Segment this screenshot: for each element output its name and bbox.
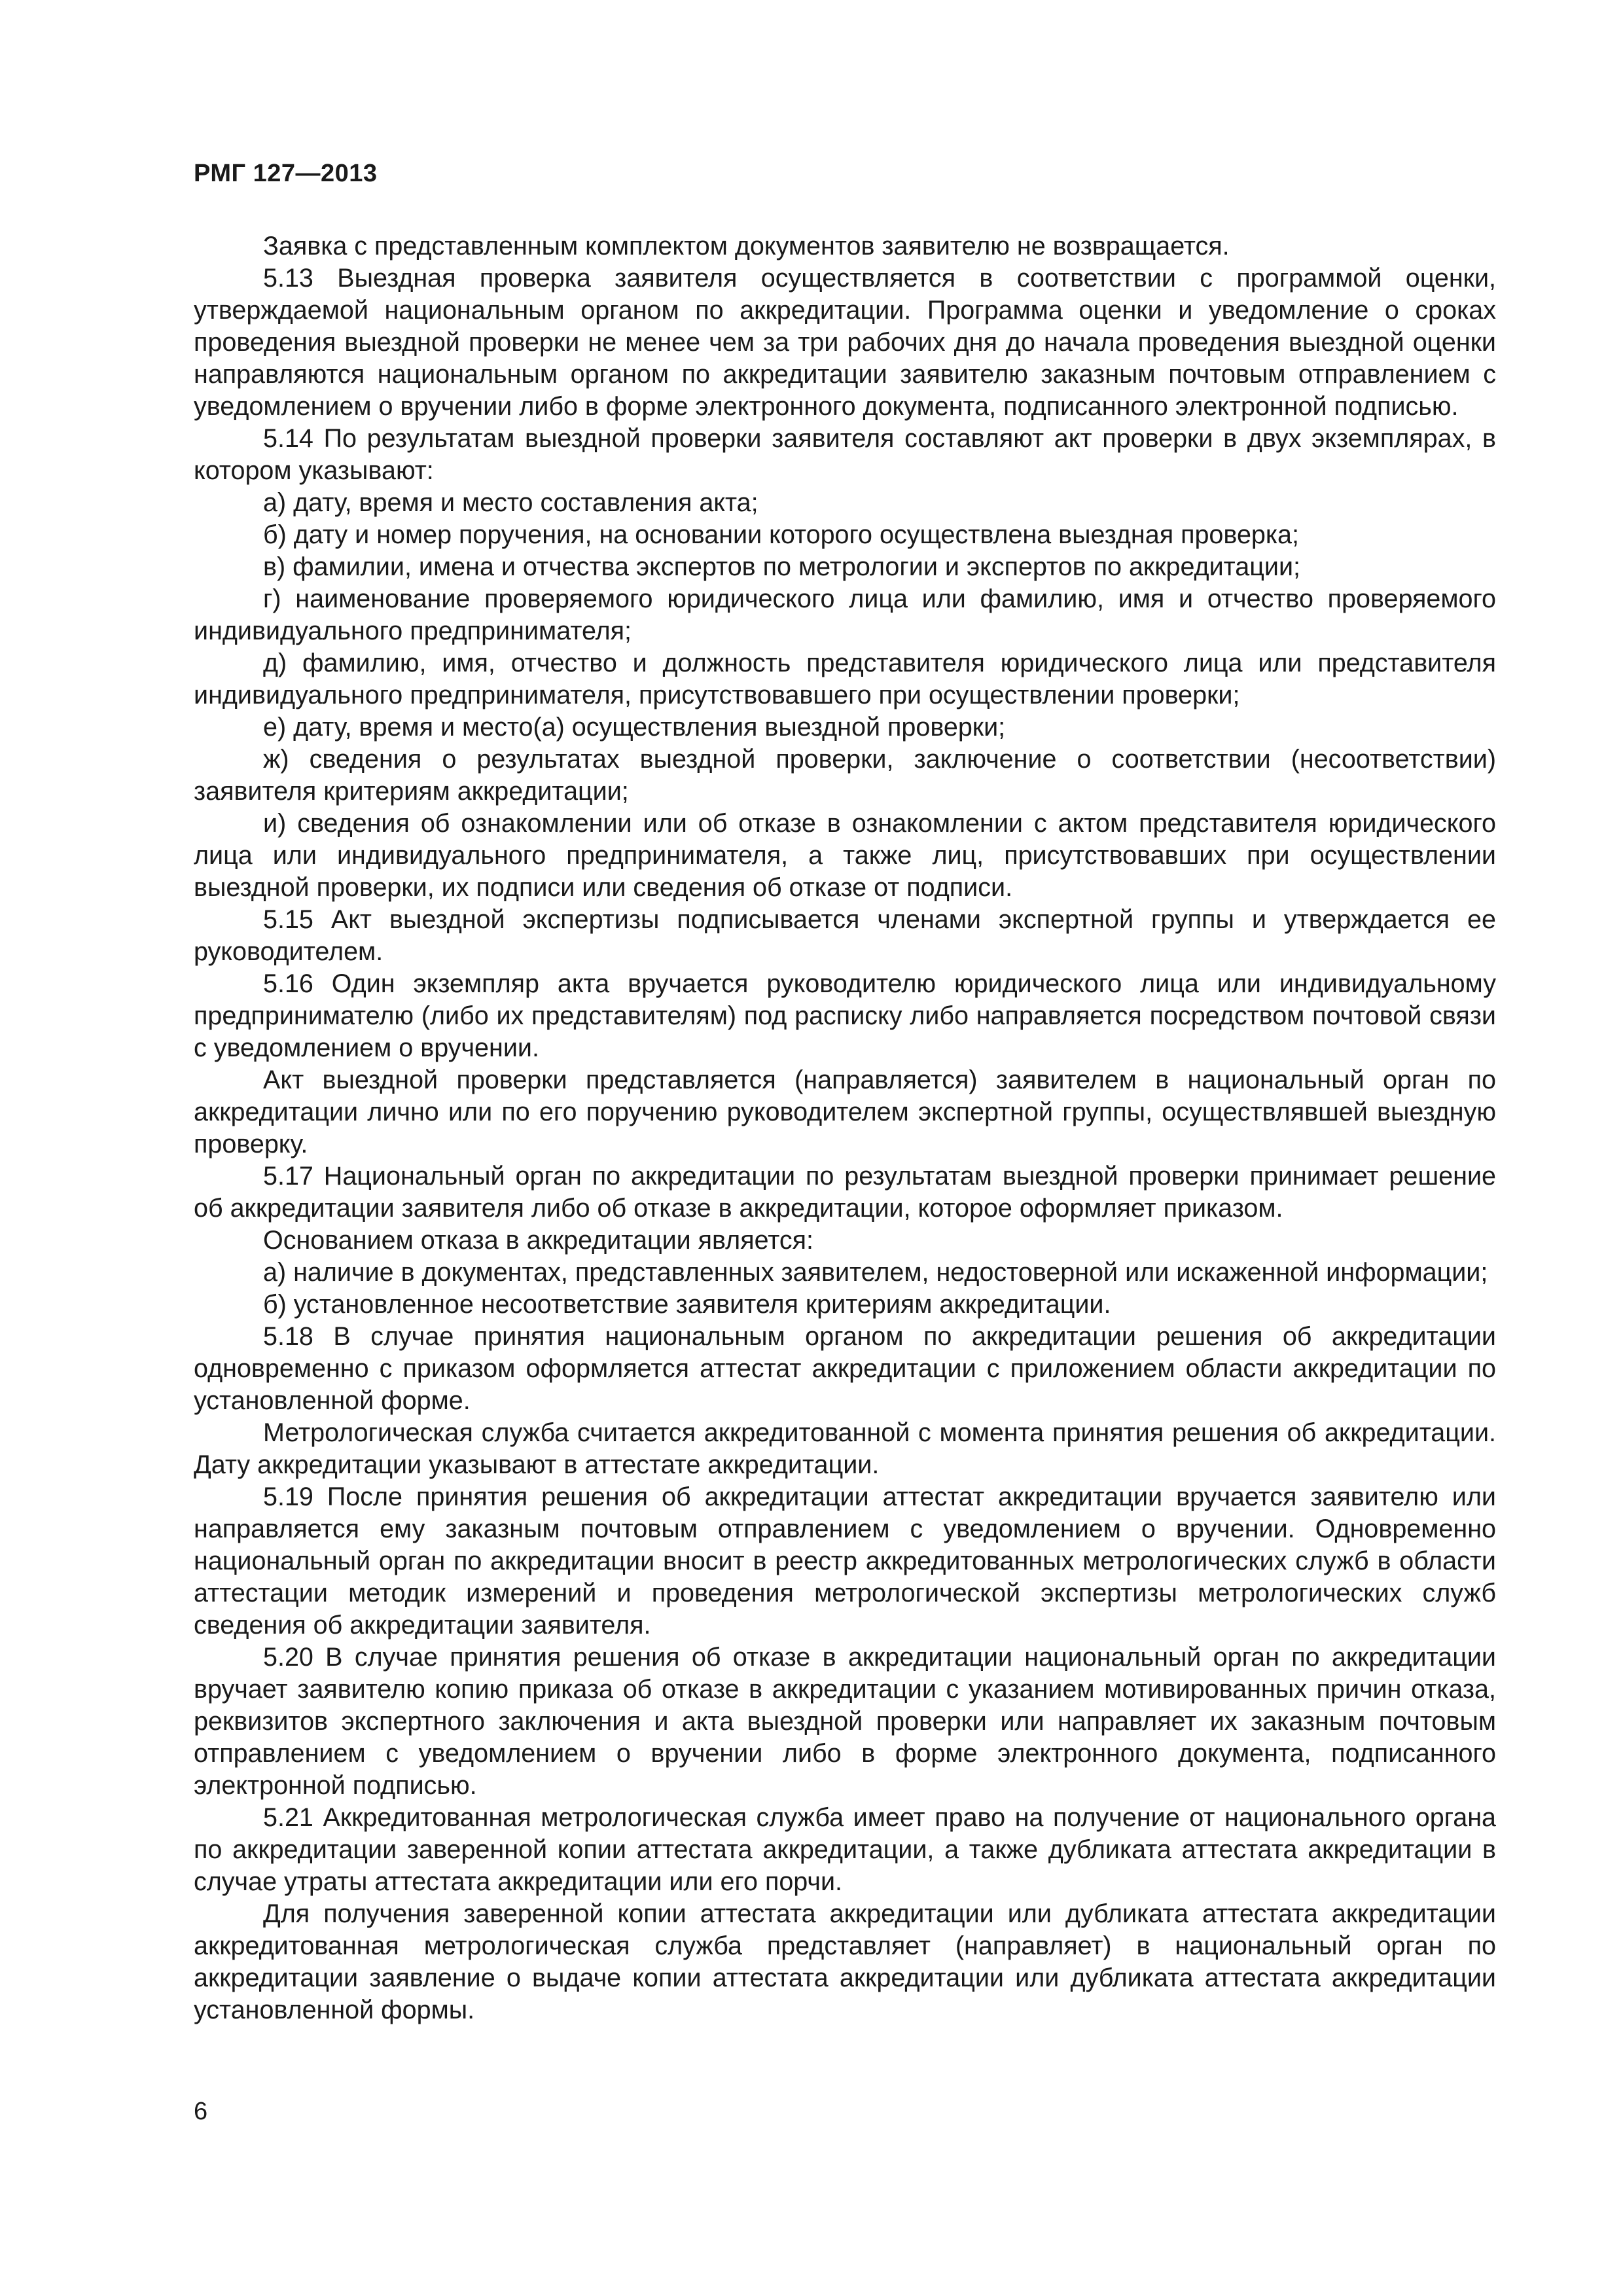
- paragraph: 5.19 После принятия решения об аккредитации аттестат аккредитации вручается заявителю или направляется ему заказным почтовым отправлением с уведомлением о вручении. Одновременно национальный орган по аккредитации вносит в реестр аккредитованных метрологических служб в области аттестации методик измерений и проведения метрологической экспертизы метрологических служб сведения об аккредитации заявителя.: [194, 1482, 1496, 1640]
- paragraph: Для получения заверенной копии аттестата аккредитации или дубликата аттестата аккредитации аккредитованная метрологическая служба представляет (направляет) в национальный орган по аккредитации заявление о выдаче копии аттестата аккредитации или дубликата аттестата аккредитации установленной формы.: [194, 1899, 1496, 2024]
- page-number: 6: [194, 2098, 208, 2125]
- list-item: ж) сведения о результатах выездной проверки, заключение о соответствии (несоответствии) заявителя критериям аккредитации;: [194, 745, 1496, 806]
- paragraph: 5.14 По результатам выездной проверки заявителя составляют акт проверки в двух экземплярах, в котором указывают:: [194, 424, 1496, 485]
- paragraph: 5.15 Акт выездной экспертизы подписывается членами экспертной группы и утверждается ее руководителем.: [194, 905, 1496, 966]
- paragraph: 5.17 Национальный орган по аккредитации по результатам выездной проверки принимает решение об аккредитации заявителя либо об отказе в аккредитации, которое оформляет приказом.: [194, 1162, 1496, 1223]
- list-item: б) установленное несоответствие заявителя критериям аккредитации.: [263, 1290, 1111, 1319]
- list-item: е) дату, время и место(а) осуществления выездной проверки;: [263, 713, 1006, 742]
- paragraph: 5.16 Один экземпляр акта вручается руководителю юридического лица или индивидуальному предпринимателю (либо их представителям) под расписку либо направляется посредством почтовой связи с уведомлением о вручении.: [194, 969, 1496, 1062]
- list-item: и) сведения об ознакомлении или об отказе в ознакомлении с актом представителя юридического лица или индивидуального предпринимателя, а также лиц, присутствовавших при осуществлении выездной проверки, их подписи или сведения об отказе от подписи.: [194, 809, 1496, 902]
- paragraph: Метрологическая служба считается аккредитованной с момента принятия решения об аккредитации. Дату аккредитации указывают в аттестате аккредитации.: [194, 1418, 1496, 1479]
- paragraph: 5.20 В случае принятия решения об отказе в аккредитации национальный орган по аккредитации вручает заявителю копию приказа об отказе в аккредитации с указанием мотивированных причин отказа, реквизитов экспертного заключения и акта выездной проверки или направляет их заказным почтовым отправлением с уведомлением о вручении либо в форме электронного документа, подписанного электронной подписью.: [194, 1643, 1496, 1800]
- list-item: а) наличие в документах, представленных заявителем, недостоверной или искаженной информации;: [263, 1258, 1488, 1287]
- paragraph: Акт выездной проверки представляется (направляется) заявителем в национальный орган по аккредитации лично или по его поручению руководителем экспертной группы, осуществлявшей выездную проверку.: [194, 1066, 1496, 1158]
- list-item: д) фамилию, имя, отчество и должность представителя юридического лица или представителя индивидуального предпринимателя, присутствовавшего при осуществлении проверки;: [194, 649, 1496, 709]
- list-item: б) дату и номер поручения, на основании которого осуществлена выездная проверка;: [263, 520, 1299, 549]
- paragraph: Заявка с представленным комплектом документов заявителю не возвращается.: [263, 232, 1230, 260]
- list-item: в) фамилии, имена и отчества экспертов по метрологии и экспертов по аккредитации;: [263, 552, 1300, 581]
- paragraph: 5.18 В случае принятия национальным органом по аккредитации решения об аккредитации одновременно с приказом оформляется аттестат аккредитации с приложением области аккредитации по установленной форме.: [194, 1322, 1496, 1415]
- list-item: а) дату, время и место составления акта;: [263, 488, 758, 517]
- document-header: РМГ 127—2013: [194, 160, 378, 187]
- document-body: [194, 230, 1496, 2026]
- list-item: г) наименование проверяемого юридического лица или фамилию, имя и отчество проверяемого индивидуального предпринимателя;: [194, 584, 1496, 645]
- paragraph: 5.21 Аккредитованная метрологическая служба имеет право на получение от национального органа по аккредитации заверенной копии аттестата аккредитации, а также дубликата аттестата аккредитации в случае утраты аттестата аккредитации или его порчи.: [194, 1803, 1496, 1896]
- paragraph: Основанием отказа в аккредитации является:: [263, 1226, 813, 1255]
- paragraph: 5.13 Выездная проверка заявителя осуществляется в соответствии с программой оценки, утверждаемой национальным органом по аккредитации. Программа оценки и уведомление о сроках проведения выездной проверки не менее чем за три рабочих дня до начала проведения выездной оценки направляются национальным органом по аккредитации заявителю заказным почтовым отправлением с уведомлением о вручении либо в форме электронного документа, подписанного электронной подписью.: [194, 264, 1496, 421]
